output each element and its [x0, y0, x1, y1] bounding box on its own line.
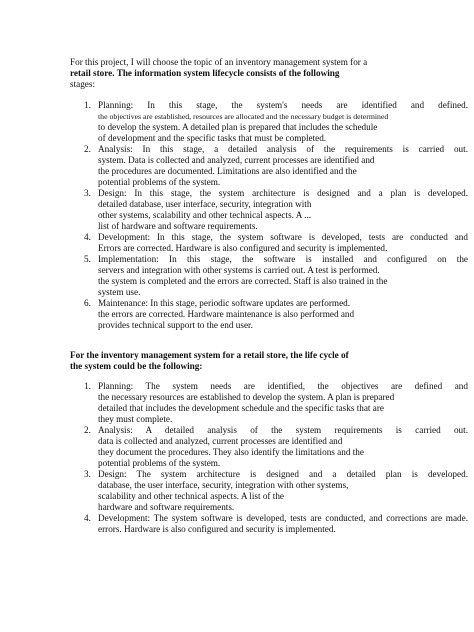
list-item-number: 3. [84, 469, 91, 479]
heading-line-2: the system could be the following: [70, 361, 203, 371]
list-item [70, 381, 468, 425]
list-item [70, 425, 468, 469]
list-item-line: detailed database, user interface, security, integration with [98, 199, 312, 209]
list-item-number: 4. [84, 232, 91, 242]
list-item-line: to develop the system. A detailed plan is prepared that includes the schedule [98, 122, 378, 132]
list-item-line: they must complete. [98, 414, 173, 424]
list-item [70, 469, 468, 513]
list-item-line: the necessary resources are established to develop the system. A plan is prepared [98, 392, 395, 402]
list-item-number: 2. [84, 425, 91, 435]
intro-paragraph [70, 57, 462, 90]
list-item-number: 6. [84, 298, 91, 308]
list-item-line: Planning: The system needs are identified, the objectives are defined and [98, 381, 468, 391]
list-item-line: system use. [98, 287, 141, 297]
intro-line-1: For this project, I will choose the topic of an inventory management system for a [70, 57, 368, 67]
retail-lifecycle-list [70, 381, 468, 535]
list-item-line: provides technical support to the end user. [98, 320, 253, 330]
list-item-line: the procedures are documented. Limitations are also identified and the [98, 166, 357, 176]
list-item-line: list of hardware and software requirements. [98, 221, 258, 231]
list-item-line: detailed that includes the development schedule and the specific tasks that are [98, 403, 384, 413]
list-item-line: Development: The system software is developed, tests are conducted, and corrections are made. [98, 513, 468, 523]
list-item-number: 4. [84, 513, 91, 523]
lifecycle-stages-list [70, 100, 468, 331]
list-item-line: errors. Hardware is also configured and security is implemented. [98, 524, 336, 534]
list-item-line: potential problems of the system. [98, 177, 221, 187]
section-heading [70, 350, 462, 372]
list-item-number: 3. [84, 188, 91, 198]
list-item-line: they document the procedures. They also identify the limitations and the [98, 447, 364, 457]
list-item-line: Design: The system architecture is designed and a detailed plan is developed. [98, 469, 468, 479]
list-item-line: database, the user interface, security, integration with other systems, [98, 480, 349, 490]
intro-line-2: retail store. The information system lifecycle consists of the following [70, 68, 340, 78]
list-item-number: 2. [84, 144, 91, 154]
list-item [70, 254, 468, 298]
list-item-line: data is collected and analyzed, current processes are identified and [98, 436, 343, 446]
list-item [70, 298, 468, 331]
list-item-number: 1. [84, 381, 91, 391]
list-item [70, 144, 468, 188]
list-item-line: system. Data is collected and analyzed, current processes are identified and [98, 155, 375, 165]
list-item [70, 100, 468, 144]
list-item-number: 1. [84, 100, 91, 110]
heading-line-1: For the inventory management system for a retail store, the life cycle of [70, 350, 349, 360]
list-item-line: the objectives are established, resources are allocated and the necessary budget is determined [98, 112, 389, 121]
list-item-line: Analysis: A detailed analysis of the system requirements is carried out. [98, 425, 468, 435]
list-item-line: Implementation: In this stage, the software is installed and configured on the [98, 254, 468, 264]
list-item-number: 5. [84, 254, 91, 264]
list-item-line: other systems, scalability and other technical aspects. A ... [98, 210, 312, 220]
list-item-line: Development: In this stage, the system software is developed, tests are conducted and [98, 232, 468, 242]
list-item-line: Maintenance: In this stage, periodic software updates are performed. [98, 298, 351, 308]
list-item-line: Analysis: In this stage, a detailed analysis of the requirements is carried out. [98, 144, 468, 154]
list-item-line: potential problems of the system. [98, 458, 221, 468]
list-item-line: servers and integration with other systems is carried out. A test is performed. [98, 265, 380, 275]
list-item-line: scalability and other technical aspects. A list of the [98, 491, 284, 501]
list-item-line: of development and the specific tasks that must be completed. [98, 133, 327, 143]
list-item [70, 188, 468, 232]
list-item-line: Planning: In this stage, the system's needs are identified and defined. [98, 100, 468, 110]
list-item-line: the errors are corrected. Hardware maintenance is also performed and [98, 309, 355, 319]
list-item [70, 232, 468, 254]
list-item-line: the system is completed and the errors are corrected. Staff is also trained in the [98, 276, 388, 286]
intro-line-3: stages: [70, 79, 96, 89]
list-item-line: Errors are corrected. Hardware is also configured and security is implemented. [98, 243, 388, 253]
list-item-line: hardware and software requirements. [98, 502, 235, 512]
list-item [70, 513, 468, 535]
list-item-line: Design: In this stage, the system architecture is designed and a plan is developed. [98, 188, 468, 198]
